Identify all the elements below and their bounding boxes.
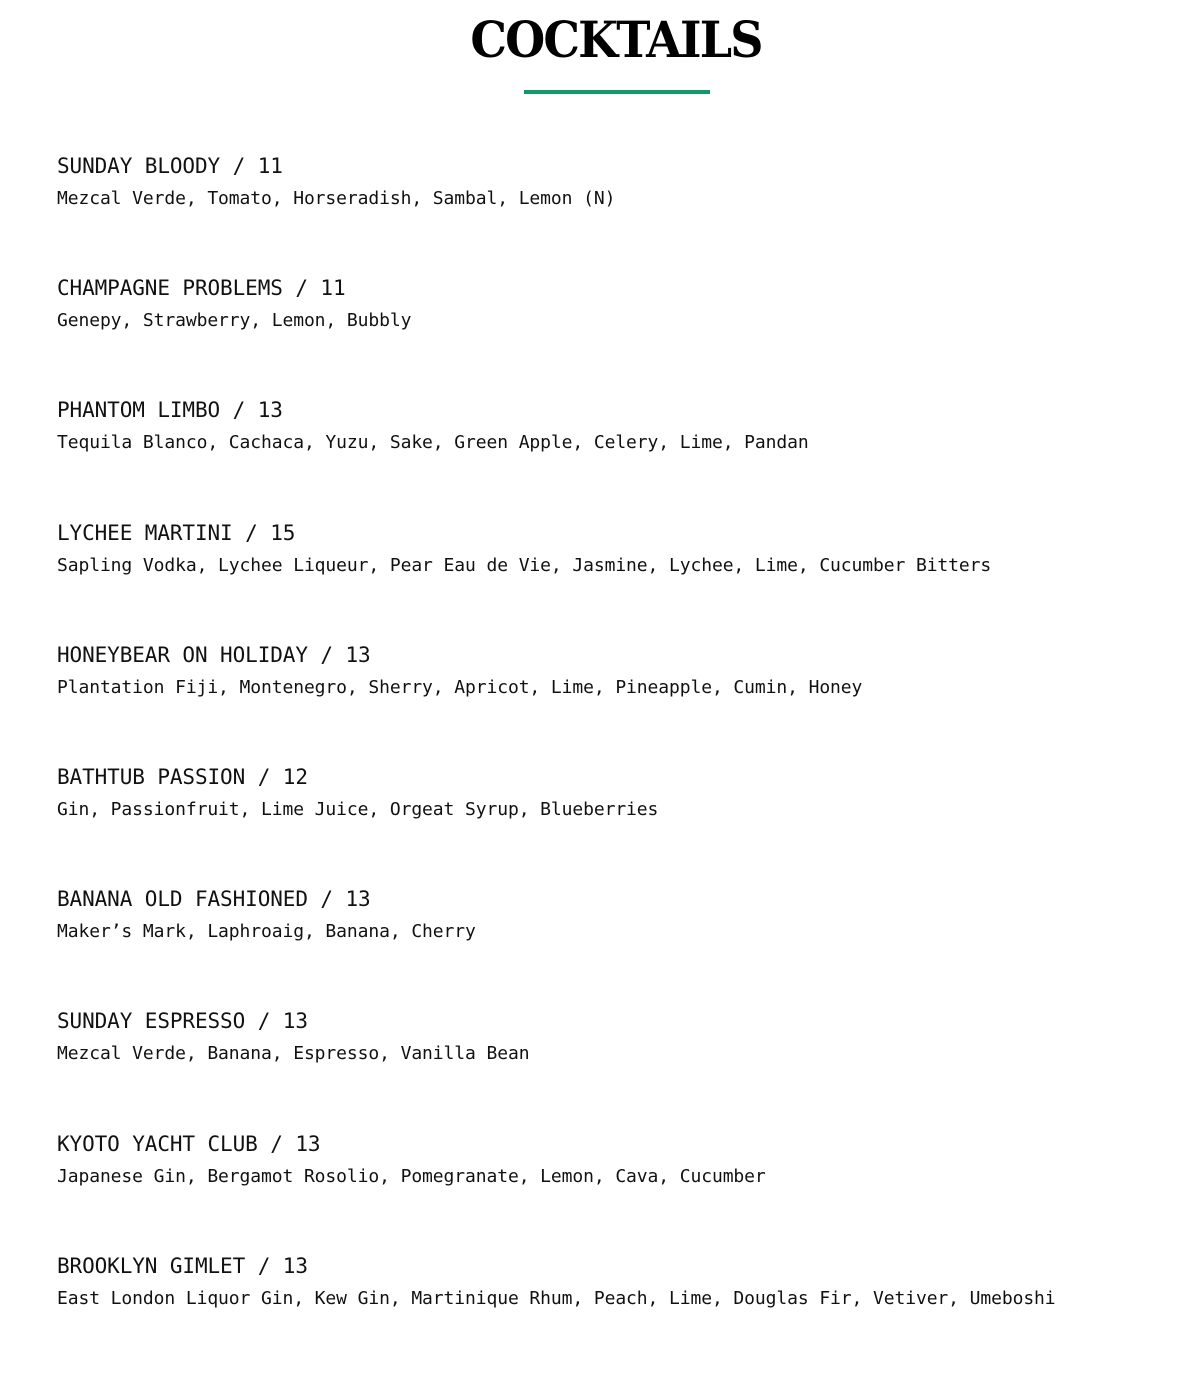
list-item xyxy=(57,762,1157,884)
list-item xyxy=(57,1129,1157,1251)
cocktail-name: SUNDAY BLOODY / 11 xyxy=(57,154,283,178)
cocktail-name: PHANTOM LIMBO / 13 xyxy=(57,398,283,423)
list-item xyxy=(57,1251,1157,1373)
cocktail-name: BANANA OLD FASHIONED / 13 xyxy=(57,887,371,912)
page-title: COCKTAILS xyxy=(470,10,762,69)
title-divider xyxy=(524,90,710,94)
list-item xyxy=(57,640,1157,762)
list-item xyxy=(57,518,1157,640)
cocktail-name: CHAMPAGNE PROBLEMS / 11 xyxy=(57,276,346,301)
cocktail-name: BROOKLYN GIMLET / 13 xyxy=(57,1253,308,1278)
cocktail-ingredients: Maker’s Mark, Laphroaig, Banana, Cherry xyxy=(57,921,476,943)
cocktail-ingredients: Gin, Passionfruit, Lime Juice, Orgeat Syrup, Blueberries xyxy=(57,798,659,820)
cocktail-ingredients: Genepy, Strawberry, Lemon, Bubbly xyxy=(57,310,412,332)
cocktail-name: LYCHEE MARTINI / 15 xyxy=(57,520,296,545)
cocktail-name: BATHTUB PASSION / 12 xyxy=(57,764,308,789)
list-item xyxy=(57,273,1157,395)
cocktail-name: KYOTO YACHT CLUB / 13 xyxy=(57,1131,321,1156)
cocktail-ingredients: Tequila Blanco, Cachaca, Yuzu, Sake, Green Apple, Celery, Lime, Pandan xyxy=(57,432,809,454)
list-item xyxy=(57,1006,1157,1128)
list-item xyxy=(57,151,1157,273)
cocktail-ingredients: Japanese Gin, Bergamot Rosolio, Pomegranate, Lemon, Cava, Cucumber xyxy=(57,1165,766,1187)
cocktail-ingredients: East London Liquor Gin, Kew Gin, Martinique Rhum, Peach, Lime, Douglas Fir, Vetiver, Umeboshi xyxy=(57,1287,1056,1309)
cocktail-ingredients: Sapling Vodka, Lychee Liqueur, Pear Eau de Vie, Jasmine, Lychee, Lime, Cucumber Bitters xyxy=(57,554,992,576)
cocktail-ingredients: Mezcal Verde, Banana, Espresso, Vanilla Bean xyxy=(57,1043,530,1065)
cocktail-name: SUNDAY ESPRESSO / 13 xyxy=(57,1009,308,1034)
cocktail-name: HONEYBEAR ON HOLIDAY / 13 xyxy=(57,642,371,667)
list-item xyxy=(57,884,1157,1006)
cocktail-ingredients: Plantation Fiji, Montenegro, Sherry, Apricot, Lime, Pineapple, Cumin, Honey xyxy=(57,676,863,698)
cocktail-list xyxy=(57,151,1157,1373)
list-item xyxy=(57,395,1157,517)
cocktail-ingredients: Mezcal Verde, Tomato, Horseradish, Sambal, Lemon (N) xyxy=(57,188,616,209)
